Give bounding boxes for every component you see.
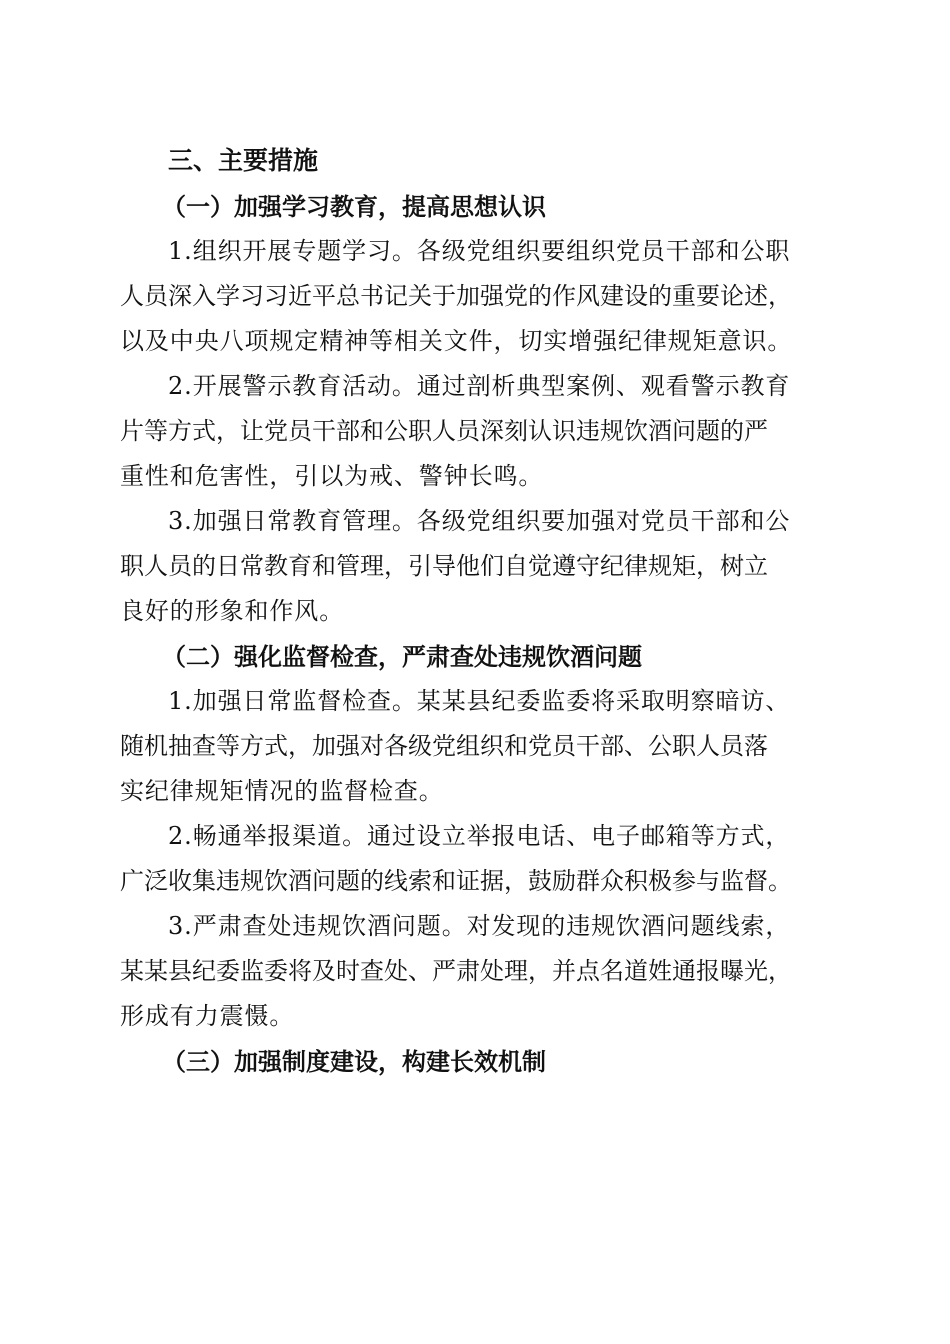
paragraph-2-3 xyxy=(120,904,834,1039)
section-heading: 三、主要措施 xyxy=(168,146,319,175)
subsection-heading-2: （二）强化监督检查，严肃查处违规饮酒问题 xyxy=(162,642,642,671)
paragraph-2-1 xyxy=(120,679,834,814)
paragraph-line: 形成有力震慑。 xyxy=(120,1002,295,1030)
paragraph-2-2 xyxy=(120,814,834,904)
paragraph-line: 重性和危害性，引以为戒、警钟长鸣。 xyxy=(120,462,544,490)
paragraph-1-3 xyxy=(120,499,834,634)
paragraph-line: 2.畅通举报渠道。通过设立举报电话、电子邮箱等方式， xyxy=(168,822,791,850)
document-body xyxy=(120,138,834,1084)
paragraph-line: 某某县纪委监委将及时查处、严肃处理，并点名道姓通报曝光， xyxy=(120,957,792,985)
subsection-heading-3: （三）加强制度建设，构建长效机制 xyxy=(162,1047,546,1076)
paragraph-line: 1.加强日常监督检查。某某县纪委监委将采取明察暗访、 xyxy=(168,687,791,715)
paragraph-line: 良好的形象和作风。 xyxy=(120,597,345,625)
paragraph-line: 2.开展警示教育活动。通过剖析典型案例、观看警示教育 xyxy=(168,372,791,400)
paragraph-line: 广泛收集违规饮酒问题的线索和证据，鼓励群众积极参与监督。 xyxy=(120,867,792,895)
paragraph-1-1 xyxy=(120,229,834,364)
paragraph-line: 3.加强日常教育管理。各级党组织要加强对党员干部和公 xyxy=(168,507,791,535)
paragraph-line: 以及中央八项规定精神等相关文件，切实增强纪律规矩意识。 xyxy=(120,327,793,355)
paragraph-line: 随机抽查等方式，加强对各级党组织和党员干部、公职人员落 xyxy=(120,732,768,760)
paragraph-line: 3.严肃查处违规饮酒问题。对发现的违规饮酒问题线索， xyxy=(168,912,791,940)
paragraph-line: 实纪律规矩情况的监督检查。 xyxy=(120,777,444,805)
paragraph-line: 职人员的日常教育和管理，引导他们自觉遵守纪律规矩，树立 xyxy=(120,552,768,580)
paragraph-1-2 xyxy=(120,364,834,499)
subsection-heading-1: （一）加强学习教育，提高思想认识 xyxy=(162,192,546,221)
paragraph-line: 人员深入学习习近平总书记关于加强党的作风建设的重要论述， xyxy=(120,282,792,310)
paragraph-line: 片等方式，让党员干部和公职人员深刻认识违规饮酒问题的严 xyxy=(120,417,768,445)
paragraph-line: 1.组织开展专题学习。各级党组织要组织党员干部和公职 xyxy=(168,237,791,265)
